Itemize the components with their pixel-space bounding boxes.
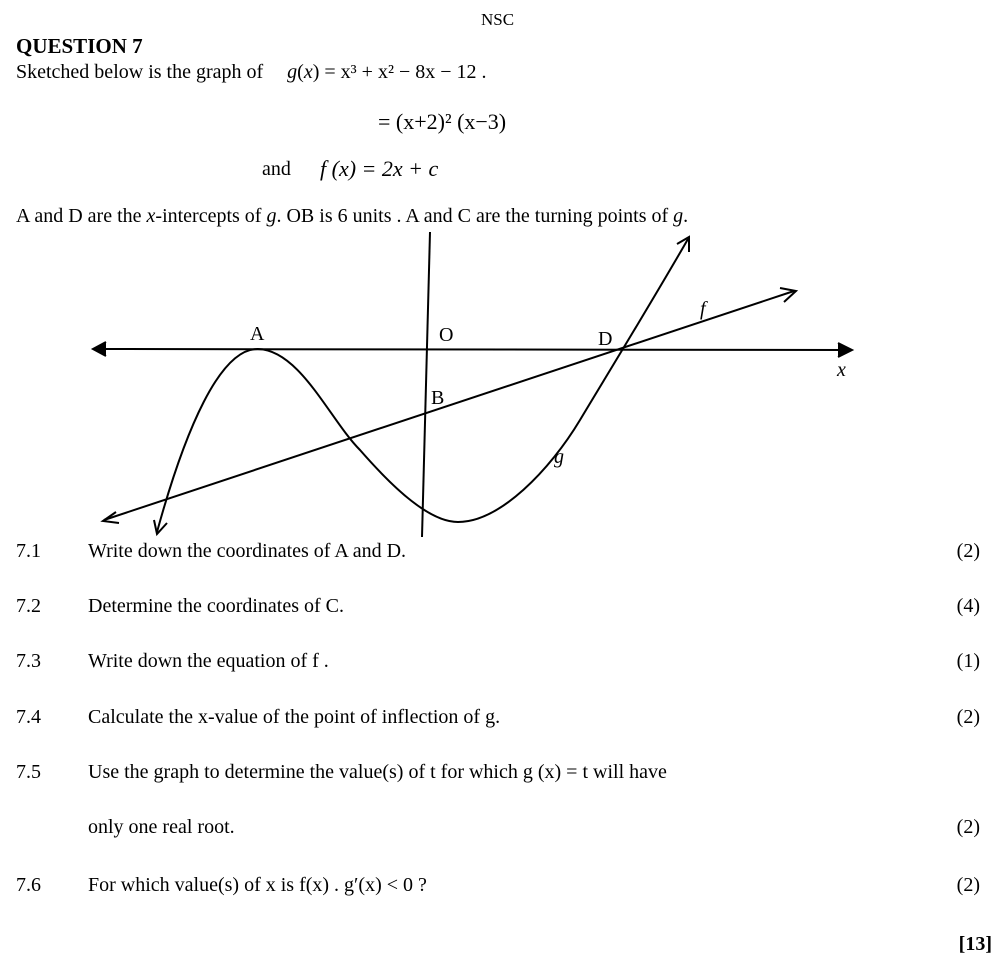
q75-text-continued: only one real root. [88,816,235,838]
q73-number: 7.3 [16,650,41,672]
x-axis-right-arrow [838,343,852,357]
description-text-2: -intercepts of [155,205,267,227]
q74-text: Calculate the x-value of the point of inflection of g. [88,706,501,728]
description-text-4: . [683,205,689,227]
q71-text: Write down the coordinates of A and D. [88,540,407,562]
q75-number: 7.5 [16,761,41,783]
label-D: D [598,328,613,350]
label-O: O [439,324,454,346]
q76-text: For which value(s) of x is f(x) . g′(x) < 0 ? [88,874,427,896]
y-axis-line [422,232,430,537]
q76-marks: (2) [956,874,980,896]
q71-number: 7.1 [16,540,41,562]
g-function-name: g [287,61,298,83]
q72-marks: (4) [956,595,980,617]
description-text-3: . OB is 6 units . A and C are the turning points of [276,205,674,227]
and-word: and [262,158,291,180]
description-g2: g [673,205,684,227]
q72-text: Determine the coordinates of C. [88,595,345,617]
label-g: g [554,446,564,468]
f-definition: f (x) = 2x + c [320,156,439,181]
description-x: x [146,205,156,227]
q72-number: 7.2 [16,595,41,617]
q74-number: 7.4 [16,706,41,728]
x-axis-left-arrow [93,342,106,356]
q75-text: Use the graph to determine the value(s) of t for which g (x) = t will have [88,761,667,783]
g-expanded-formula: = x³ + x² − 8x − 12 . [324,61,487,83]
q75-marks: (2) [956,816,980,838]
intro-line: Sketched below is the graph of g(x) = x³ + x² − 8x − 12 . [16,61,487,83]
g-factored-formula: = (x+2)² (x−3) [378,109,507,134]
page-header: NSC [481,10,515,29]
description-g: g [266,205,277,227]
label-f: f [700,298,706,320]
x-axis-line [96,349,848,350]
intro-prefix: Sketched below is the graph of [16,61,264,83]
label-x-axis: x [837,359,846,381]
q73-text: Write down the equation of f . [88,650,329,672]
label-A: A [250,323,265,345]
q74-marks: (2) [956,706,980,728]
question-total: [13] [958,933,992,955]
description-text-1: A and D are the [16,205,147,227]
question-title: QUESTION 7 [16,34,143,58]
q71-marks: (2) [956,540,980,562]
q73-marks: (1) [956,650,980,672]
q76-number: 7.6 [16,874,41,896]
label-B: B [431,387,445,409]
